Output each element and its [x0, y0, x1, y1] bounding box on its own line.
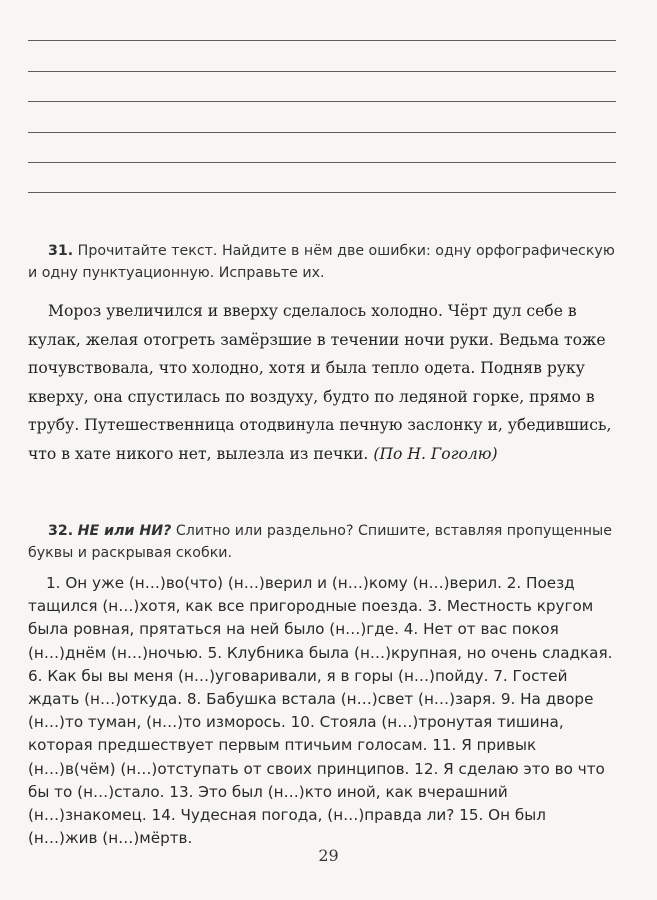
- task-31-attribution: (По Н. Гоголю): [373, 444, 498, 463]
- task-31-instruction-text: Прочитайте текст. Найдите в нём две ошибки: одну орфографическую и одну пунктуационную. Исправьте их.: [28, 243, 615, 281]
- task-32-number: 32.: [48, 523, 74, 539]
- writing-line: [28, 132, 616, 133]
- task-32-instruction: [28, 520, 620, 564]
- answer-writing-lines: [28, 0, 616, 200]
- writing-line: [28, 40, 616, 41]
- task-32-exercise-text: 1. Он уже (н…)во(что) (н…)верил и (н…)кому (н…)верил. 2. Поезд тащился (н…)хотя, как все пригородные поезда. 3. Местность кругом была ровная, прятаться на ней было (н…)где. 4. Нет от вас покоя (н…)днём (н…)ночью. 5. Клубника была (н…)крупная, но очень сладкая. 6. Как бы вы меня (н…)уговаривали, я в горы (н…)пойду. 7. Гостей ждать (н…)откуда. 8. Бабушка встала (н…)свет (н…)заря. 9. На дворе (н…)то туман, (н…)то изморось. 10. Стояла (н…)тронутая тишина, которая предшествует первым птичьим голосам. 11. Я привык (н…)в(чём) (н…)отступать от своих принципов. 12. Я сделаю это во что бы то (н…)стало. 13. Это был (н…)кто иной, как вчерашний (н…)знакомец. 14. Чудесная погода, (н…)правда ли? 15. Он был (н…)жив (н…)мёртв.: [28, 574, 613, 848]
- task-32-exercise: [28, 572, 620, 850]
- page-number: 29: [318, 846, 339, 865]
- task-31-number: 31.: [48, 243, 74, 259]
- writing-line: [28, 192, 616, 193]
- task-31-instruction: [28, 240, 620, 284]
- task-32-instruction-text: Слитно или раздельно? Спишите, вставляя пропущенные буквы и раскрывая скобки.: [28, 523, 612, 561]
- writing-line: [28, 101, 616, 102]
- writing-line: [28, 71, 616, 72]
- task-32-keyword: НЕ или НИ?: [77, 523, 172, 539]
- writing-line: [28, 162, 616, 163]
- task-31-passage-text: Мороз увеличился и вверху сделалось холодно. Чёрт дул себе в кулак, желая отогреть замёрзшие в течении ночи руки. Ведьма тоже почувствовала, что холодно, хотя и была тепло одета. Подняв руку кверху, она спустилась по воздуху, будто по ледяной горке, прямо в трубу. Путешественница отодвинула печную заслонку и, убедившись, что в хате никого нет, вылезла из печки.: [28, 302, 612, 463]
- task-31-passage: [28, 297, 620, 468]
